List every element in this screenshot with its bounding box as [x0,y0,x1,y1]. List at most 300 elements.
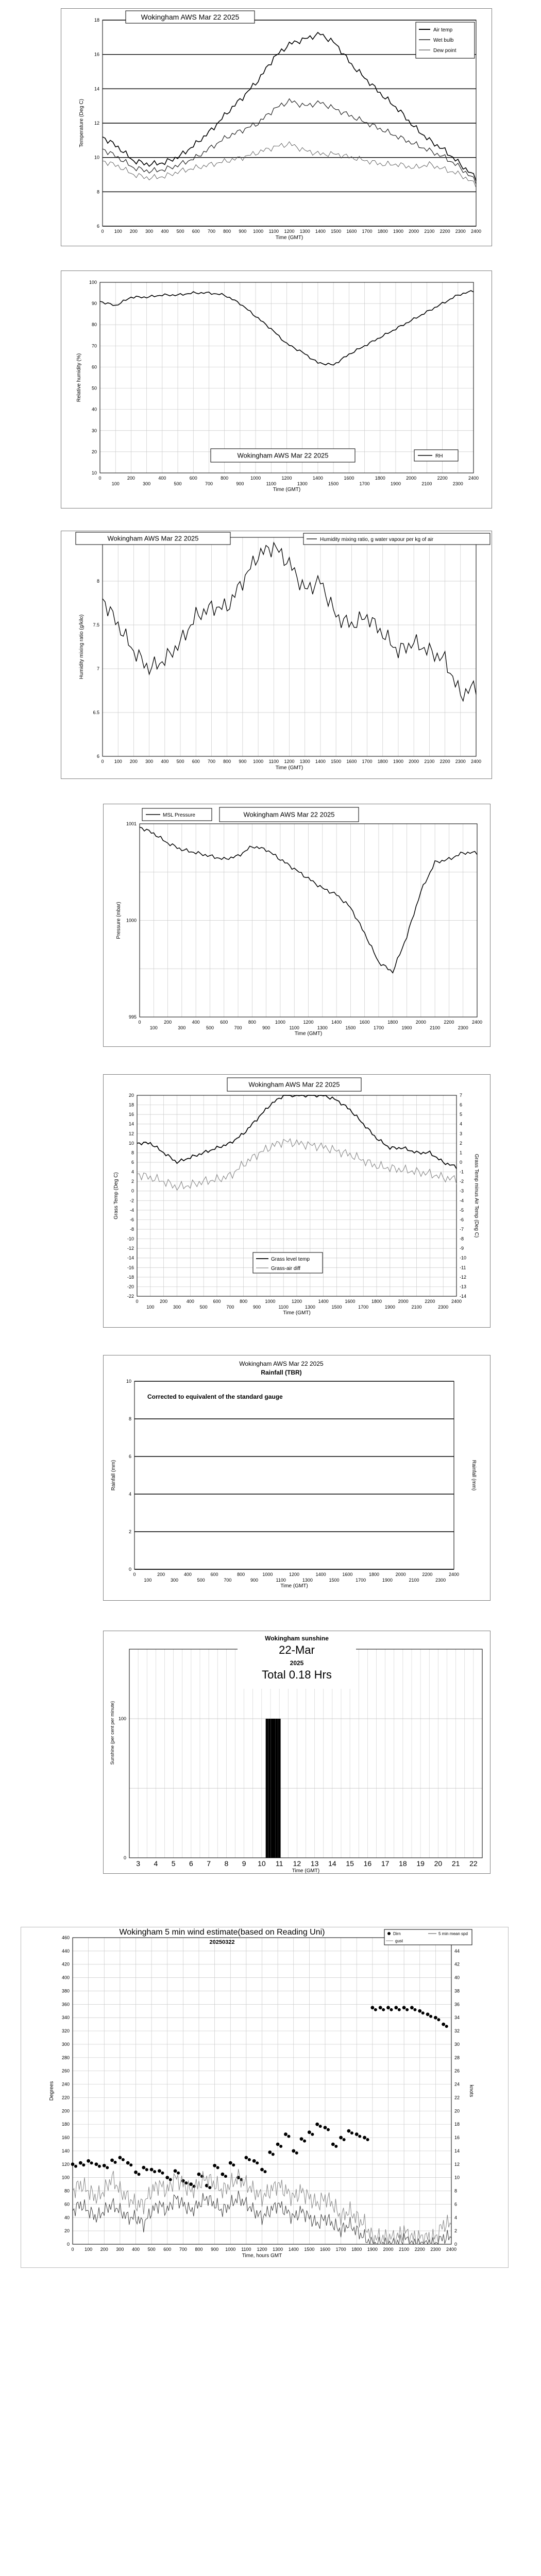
x-tick-label: 1300 [273,2247,283,2252]
y-tick-label: 14 [128,1121,134,1127]
y2-tick-label: -1 [460,1169,464,1175]
wind-direction-point [95,2162,98,2166]
wind-direction-point [134,2171,138,2174]
wind-direction-point [177,2172,180,2175]
x-tick-label: 2200 [439,229,450,234]
wind-direction-point [429,2015,432,2018]
x-tick-label: 900 [239,759,247,764]
mixing-ratio-chart [61,531,492,778]
wind-direction-point [110,2159,114,2162]
y-tick-label: 280 [61,2055,70,2060]
x-tick-label: 2400 [448,1572,460,1577]
x-tick-label: 600 [163,2247,172,2252]
y-axis-title: Degrees [49,2081,55,2101]
x-tick-label: 18 [399,1859,407,1868]
y2-tick-label: 32 [454,2028,460,2034]
y2-tick-label: 18 [454,2122,460,2127]
x-tick-label: 3 [136,1859,141,1868]
x-tick-label: 1600 [345,1299,356,1304]
y-tick-label: 300 [61,2041,70,2047]
y2-tick-label: -4 [460,1198,464,1204]
x-tick-label: 4 [154,1859,158,1868]
x-tick-label: 100 [144,1578,152,1583]
y2-tick-label: 38 [454,1988,460,1994]
x-tick-label: 1600 [346,759,357,764]
wind-direction-point [339,2136,343,2140]
x-axis-title: Time (GMT) [275,765,303,771]
humidity-chart-panel [61,270,492,509]
x-tick-label: 500 [147,2247,156,2252]
x-tick-label: 800 [237,1572,245,1577]
y2-tick-label: -8 [460,1236,464,1242]
x-tick-label: 10 [258,1859,266,1868]
y-tick-label: 30 [91,428,97,433]
x-axis-title: Time (GMT) [275,235,303,241]
y2-tick-label: 7 [460,1093,463,1098]
y-tick-label: 1001 [126,821,137,826]
x-tick-label: 2400 [470,229,482,234]
x-tick-label: 900 [239,229,247,234]
y-tick-label: 440 [61,1948,70,1954]
y2-tick-label: 0 [454,2242,458,2247]
chart-total: Total 0.18 Hrs [262,1668,332,1681]
y-tick-label: 20 [64,2228,70,2234]
x-tick-label: 2100 [409,1578,419,1583]
sunshine-bar [266,1719,268,1858]
y-tick-label: 20 [91,449,97,454]
x-tick-label: 500 [206,1025,214,1030]
wind-direction-point [213,2164,216,2167]
y2-axis-title: knots [468,2084,474,2097]
wind-direction-point [224,2175,227,2178]
wind-direction-point [103,2164,106,2167]
y-tick-label: 4 [131,1169,134,1175]
x-tick-label: 2100 [421,481,432,486]
x-tick-label: 2000 [406,476,417,481]
x-tick-label: 1100 [289,1025,299,1030]
y2-tick-label: 2 [454,2228,458,2234]
wind-direction-point [122,2158,125,2161]
wind-direction-point [158,2169,161,2173]
x-tick-label: 22 [469,1859,478,1868]
x-tick-label: 900 [262,1025,270,1030]
y2-tick-label: 6 [454,2201,458,2207]
legend-label: 5 min mean spd [438,1931,468,1936]
x-tick-label: 500 [199,1304,208,1310]
x-tick-label: 1200 [284,759,295,764]
wind-chart [21,1927,508,2267]
x-tick-label: 200 [129,759,138,764]
y-tick-label: 0 [66,2242,70,2247]
legend-label: gust [395,1939,403,1943]
wind-direction-point [98,2165,101,2168]
x-tick-label: 600 [213,1299,221,1304]
y-tick-label: -16 [127,1265,134,1270]
y2-tick-label: 12 [454,2161,460,2167]
x-tick-label: 1400 [318,1299,329,1304]
wind-direction-point [74,2165,77,2168]
y2-tick-label: -9 [460,1246,464,1251]
x-tick-label: 2000 [383,2247,394,2252]
x-tick-label: 12 [293,1859,301,1868]
y-tick-label: 460 [61,1935,70,1940]
x-tick-label: 2000 [398,1299,409,1304]
x-tick-label: 800 [195,2247,203,2252]
y2-tick-label: -3 [460,1188,464,1194]
y-tick-label: 10 [126,1379,131,1384]
x-tick-label: 1500 [331,759,342,764]
x-tick-label: 1800 [351,2247,362,2252]
chart-note: Corrected to equivalent of the standard gauge [147,1393,283,1400]
pressure-chart-panel [103,804,491,1047]
y-tick-label: 260 [61,2068,70,2074]
x-tick-label: 400 [183,1572,192,1577]
x-tick-label: 1200 [257,2247,267,2252]
x-tick-label: 900 [252,1304,261,1310]
pressure-chart [104,804,490,1046]
y-axis-title: Humidity mixing ratio (g/kilo) [79,614,84,680]
x-tick-label: 1700 [335,2247,346,2252]
y-tick-label: 10 [128,1140,134,1146]
x-tick-label: 100 [149,1025,158,1030]
x-tick-label: 1700 [358,1304,369,1310]
x-tick-label: 1600 [319,2247,331,2252]
x-tick-label: 200 [127,476,135,481]
y-tick-label: 8 [131,1150,134,1156]
wind-direction-point [405,2008,409,2011]
x-tick-label: 500 [176,759,184,764]
wind-direction-point [208,2186,211,2189]
chart-title: Wokingham AWS Mar 22 2025 [141,12,240,21]
x-tick-label: 1400 [312,476,323,481]
x-tick-label: 1400 [331,1020,342,1025]
y2-axis-title: Grass Temp minus Air Temp (Deg C) [474,1154,479,1238]
x-axis-title: Time (GMT) [294,1031,323,1037]
legend-label: Wet bulb [433,38,454,43]
x-tick-label: 400 [161,759,169,764]
temperature-chart-panel [61,8,492,246]
x-tick-label: 2400 [471,1020,483,1025]
chart-title: Wokingham AWS Mar 22 2025 [237,451,329,460]
wind-direction-point [292,2149,295,2153]
legend-label: RH [435,453,443,459]
y-tick-label: 80 [64,2188,70,2194]
legend-swatch [387,1932,391,1935]
y-tick-label: 2 [131,1179,134,1184]
x-tick-label: 7 [207,1859,211,1868]
wind-direction-point [272,2153,275,2156]
wind-direction-point [327,2128,330,2131]
wind-direction-point [118,2156,122,2159]
x-tick-label: 300 [143,481,151,486]
x-tick-label: 1400 [315,229,326,234]
x-tick-label: 2300 [438,1304,449,1310]
wind-direction-point [426,2012,430,2016]
wind-direction-point [379,2006,382,2009]
wind-direction-point [71,2162,75,2166]
x-tick-label: 1300 [302,1578,313,1583]
x-tick-label: 100 [146,1304,155,1310]
wind-direction-point [287,2135,290,2138]
x-tick-label: 6 [189,1859,193,1868]
x-tick-label: 300 [178,1025,186,1030]
y-tick-label: 4 [128,1492,131,1497]
x-tick-label: 2300 [455,759,466,764]
y-tick-label: 20 [128,1093,134,1098]
x-tick-label: 1000 [250,476,261,481]
wind-direction-point [442,2023,445,2026]
y-tick-label: 6.5 [93,710,99,715]
y-tick-label: 2 [128,1529,131,1534]
y2-tick-label: -12 [460,1274,467,1280]
y-axis-title: Grass Temp (Deg C) [113,1172,119,1219]
x-axis-title: Time (GMT) [292,1868,320,1873]
y-tick-label: 12 [94,121,99,126]
y-tick-label: 380 [61,1988,70,1994]
x-tick-label: 400 [192,1020,200,1025]
x-tick-label: 300 [116,2247,124,2252]
x-tick-label: 1900 [390,481,401,486]
chart-title: Wokingham AWS Mar 22 2025 [107,534,199,543]
wind-direction-point [386,2006,390,2009]
y-tick-label: 8 [128,1416,131,1421]
y-tick-label: 160 [61,2135,70,2141]
x-tick-label: 200 [160,1299,168,1304]
x-tick-label: 600 [210,1572,218,1577]
x-tick-label: 1500 [328,481,339,486]
y-tick-label: 40 [64,2215,70,2221]
x-tick-label: 1200 [281,476,292,481]
x-tick-label: 9 [242,1859,246,1868]
wind-direction-point [229,2161,232,2165]
sunshine-bar [278,1719,281,1858]
x-tick-label: 13 [310,1859,319,1868]
x-tick-label: 1800 [375,476,385,481]
wind-direction-point [256,2161,259,2164]
x-tick-label: 500 [174,481,182,486]
x-tick-label: 2100 [399,2247,410,2252]
y-axis-title: Pressure (mbar) [116,902,122,939]
y-tick-label: -10 [127,1236,134,1242]
y2-tick-label: 22 [454,2095,460,2100]
y-tick-label: 0 [123,1855,126,1860]
y2-tick-label: -13 [460,1284,467,1290]
wind-direction-point [284,2132,288,2136]
y2-tick-label: 42 [454,1961,460,1967]
sunshine-chart [104,1631,490,1873]
x-tick-label: 100 [114,759,122,764]
x-axis-title: Time (GMT) [283,1310,311,1316]
y-tick-label: 40 [91,406,97,412]
x-tick-label: 1000 [275,1020,285,1025]
wind-direction-point [445,2025,448,2028]
wind-direction-point [366,2138,369,2141]
chart-title: Wokingham AWS Mar 22 2025 [248,1080,340,1089]
y2-tick-label: 36 [454,2002,460,2007]
wind-direction-point [252,2159,256,2163]
x-tick-label: 300 [173,1304,181,1310]
x-tick-label: 700 [207,759,215,764]
grass-temp-chart [104,1075,490,1327]
y2-tick-label: -5 [460,1207,464,1213]
x-tick-label: 19 [416,1859,425,1868]
x-tick-label: 2300 [435,1578,446,1583]
x-tick-label: 2100 [424,229,435,234]
x-tick-label: 0 [71,2247,74,2252]
y-tick-label: -12 [127,1246,134,1251]
x-tick-label: 0 [101,229,104,234]
x-tick-label: 1300 [317,1025,328,1030]
wind-direction-point [334,2145,337,2148]
x-tick-label: 1300 [305,1304,315,1310]
x-tick-label: 2300 [458,1025,468,1030]
humidity-chart [61,271,492,508]
x-tick-label: 1100 [241,2247,251,2252]
x-tick-label: 900 [211,2247,219,2252]
x-tick-label: 2400 [446,2247,457,2252]
wind-direction-point [90,2161,93,2164]
y-tick-label: 70 [91,343,97,349]
x-tick-label: 1900 [384,1304,395,1310]
wind-direction-point [264,2170,267,2173]
x-tick-label: 1000 [265,1299,276,1304]
wind-direction-point [319,2125,322,2128]
y-tick-label: 1000 [126,918,137,923]
wind-direction-point [126,2161,130,2165]
x-axis-title: Time, hours GMT [242,2253,282,2259]
y2-tick-label: 24 [454,2081,460,2087]
rainfall-chart [104,1355,490,1600]
wind-direction-point [216,2166,219,2169]
x-tick-label: 700 [179,2247,187,2252]
sunshine-chart-panel [103,1631,491,1874]
x-tick-label: 1900 [367,2247,378,2252]
wind-direction-point [410,2006,414,2009]
wind-direction-point [315,2123,319,2126]
series-line [103,142,476,188]
y-axis-title: Relative humidity (%) [76,353,82,402]
wind-direction-point [398,2008,401,2011]
y2-tick-label: 28 [454,2055,460,2060]
wind-direction-point [347,2129,351,2133]
x-tick-label: 2200 [414,2247,425,2252]
x-tick-label: 100 [114,229,122,234]
y-axis-title: Rainfall (mm) [111,1460,116,1491]
y-tick-label: 12 [128,1131,134,1137]
y2-tick-label: 4 [460,1121,463,1127]
wind-direction-point [390,2008,393,2011]
legend-label: MSL Pressure [163,812,195,818]
y-tick-label: -8 [129,1227,134,1232]
x-tick-label: 100 [84,2247,93,2252]
x-tick-label: 300 [145,759,154,764]
wind-direction-point [418,2009,421,2013]
wind-direction-point [308,2130,311,2134]
x-tick-label: 2300 [452,481,463,486]
x-tick-label: 1100 [276,1578,286,1583]
x-tick-label: 300 [170,1578,179,1583]
x-tick-label: 1900 [393,229,403,234]
x-tick-label: 5 [171,1859,176,1868]
y-tick-label: -14 [127,1255,134,1261]
x-tick-label: 200 [157,1572,165,1577]
sunshine-bar [275,1719,278,1858]
y2-tick-label: 34 [454,2015,460,2021]
mixing-ratio-chart-panel [61,531,492,779]
x-tick-label: 2200 [422,1572,433,1577]
x-tick-label: 1200 [284,229,295,234]
y-tick-label: 6 [131,1160,134,1165]
x-tick-label: 0 [138,1020,141,1025]
wind-direction-point [358,2135,361,2138]
wind-direction-point [434,2016,437,2020]
y-tick-label: -4 [129,1207,134,1213]
x-tick-label: 0 [133,1572,136,1577]
x-tick-label: 14 [328,1859,336,1868]
wind-chart-panel [21,1927,509,2268]
y2-tick-label: 2 [460,1140,463,1146]
y-tick-label: 420 [61,1961,70,1967]
wind-direction-point [374,2008,377,2011]
x-tick-label: 700 [207,229,215,234]
x-tick-label: 17 [381,1859,390,1868]
wind-direction-point [153,2170,156,2173]
wind-direction-point [324,2126,327,2129]
x-tick-label: 400 [158,476,166,481]
wind-direction-point [311,2133,314,2136]
wind-direction-point [138,2173,141,2176]
y-axis-title: Temperature (Deg C) [79,99,84,147]
y-tick-label: 100 [118,1716,126,1721]
y2-tick-label: 8 [454,2188,458,2194]
x-tick-label: 1700 [359,481,370,486]
wind-direction-point [355,2132,359,2136]
y-tick-label: 50 [91,385,97,391]
y-tick-label: 14 [94,86,99,92]
x-tick-label: 1100 [266,481,276,486]
y-tick-label: 400 [61,1975,70,1980]
wind-direction-point [331,2143,335,2146]
y-tick-label: -22 [127,1294,134,1299]
x-tick-label: 1300 [299,759,310,764]
y2-tick-label: 4 [454,2215,458,2221]
x-tick-label: 1100 [278,1304,289,1310]
y-tick-label: 340 [61,2015,70,2021]
x-tick-label: 1500 [331,1304,342,1310]
plot-area-border [134,1381,454,1569]
x-tick-label: 2200 [437,476,448,481]
y2-tick-label: 16 [454,2135,460,2141]
wind-direction-point [350,2131,353,2134]
x-tick-label: 600 [192,759,200,764]
x-tick-label: 1900 [393,759,403,764]
x-tick-label: 2200 [444,1020,454,1025]
x-tick-label: 1700 [373,1025,384,1030]
y-tick-label: 200 [61,2108,70,2114]
x-tick-label: 1900 [382,1578,393,1583]
x-tick-label: 21 [451,1859,460,1868]
y-tick-label: 360 [61,2002,70,2007]
wind-direction-point [279,2145,282,2148]
wind-direction-point [244,2156,248,2159]
wind-direction-point [343,2138,346,2141]
wind-direction-point [363,2136,366,2140]
y2-tick-label: 1 [460,1150,463,1156]
sunshine-bar [273,1719,275,1858]
y2-tick-label: -2 [460,1179,464,1184]
y-tick-label: 0 [128,1567,131,1572]
x-tick-label: 15 [346,1859,354,1868]
